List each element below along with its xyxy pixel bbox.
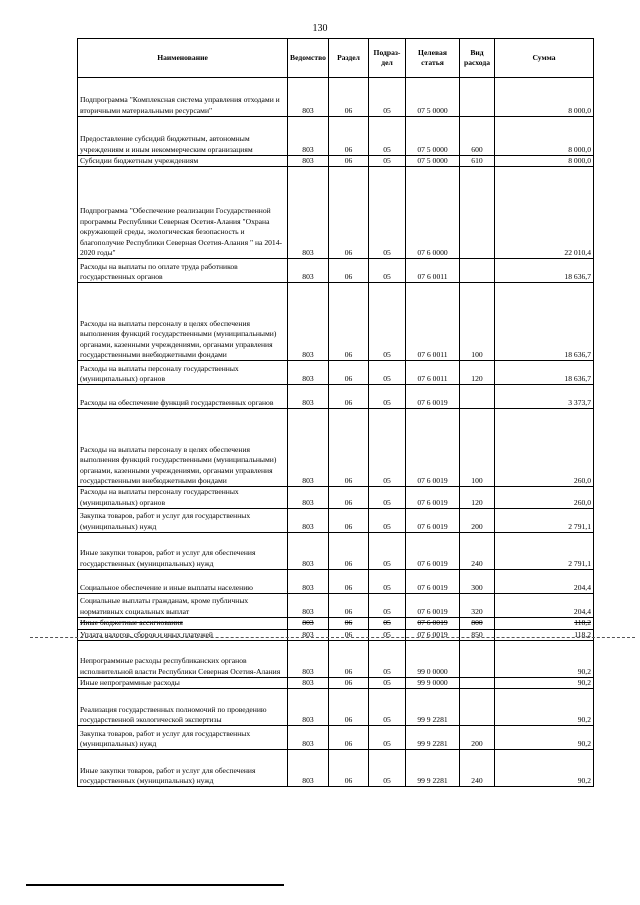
cell-dept: 803	[288, 167, 329, 259]
cell-amount: 8 000,0	[495, 156, 594, 167]
cell-target: 07 5 0000	[406, 78, 460, 117]
strike-line	[30, 637, 635, 638]
cell-amount: 90,2	[495, 750, 594, 787]
cell-sec: 06	[329, 117, 369, 156]
cell-sec: 06	[329, 533, 369, 570]
header-target: Целевая статья	[406, 39, 460, 78]
cell-type: 120	[460, 487, 495, 509]
cell-name: Социальные выплаты гражданам, кроме публичных нормативных социальных выплат	[78, 594, 288, 618]
cell-sec: 06	[329, 641, 369, 678]
cell-amount: 90,2	[495, 641, 594, 678]
table-row	[78, 167, 594, 259]
cell-dept: 803	[288, 509, 329, 533]
cell-sub: 05	[369, 259, 406, 283]
cell-type	[460, 689, 495, 726]
cell-type: 200	[460, 509, 495, 533]
cell-type: 300	[460, 570, 495, 594]
cell-type: 800	[460, 618, 495, 629]
cell-type: 850	[460, 629, 495, 640]
cell-type	[460, 167, 495, 259]
cell-sec: 06	[329, 726, 369, 750]
footer-rule	[26, 884, 284, 886]
table-row	[78, 641, 594, 678]
cell-amount: 118,2	[495, 629, 594, 640]
cell-dept: 803	[288, 117, 329, 156]
table-row	[78, 385, 594, 409]
cell-sub: 05	[369, 689, 406, 726]
cell-type	[460, 259, 495, 283]
cell-target: 07 5 0000	[406, 117, 460, 156]
cell-sec: 06	[329, 283, 369, 361]
header-section: Раздел	[329, 39, 369, 78]
cell-sec: 06	[329, 487, 369, 509]
cell-sec: 06	[329, 678, 369, 689]
cell-amount: 18 636,7	[495, 283, 594, 361]
cell-name: Иные бюджетные ассигнования	[78, 618, 288, 629]
budget-table	[77, 38, 594, 787]
cell-dept: 803	[288, 726, 329, 750]
cell-dept: 803	[288, 487, 329, 509]
cell-type: 320	[460, 594, 495, 618]
cell-sub: 05	[369, 570, 406, 594]
table-row	[78, 487, 594, 509]
cell-target: 07 6 0019	[406, 629, 460, 640]
cell-sub: 05	[369, 678, 406, 689]
cell-target: 07 6 0019	[406, 385, 460, 409]
table-row	[78, 689, 594, 726]
cell-dept: 803	[288, 629, 329, 640]
cell-sec: 06	[329, 689, 369, 726]
table-row	[78, 533, 594, 570]
table-row	[78, 618, 594, 629]
cell-target: 07 6 0019	[406, 618, 460, 629]
cell-sub: 05	[369, 533, 406, 570]
cell-type	[460, 641, 495, 678]
cell-sub: 05	[369, 78, 406, 117]
cell-name: Расходы на обеспечение функций государственных органов	[78, 385, 288, 409]
cell-type: 100	[460, 409, 495, 487]
table-row	[78, 156, 594, 167]
header-department: Ведомство	[288, 39, 329, 78]
cell-target: 07 6 0000	[406, 167, 460, 259]
cell-sec: 06	[329, 156, 369, 167]
cell-dept: 803	[288, 78, 329, 117]
cell-dept: 803	[288, 361, 329, 385]
table-row	[78, 726, 594, 750]
cell-sub: 05	[369, 641, 406, 678]
cell-name: Расходы на выплаты персоналу государственных (муниципальных) органов	[78, 361, 288, 385]
cell-sub: 05	[369, 726, 406, 750]
cell-sub: 05	[369, 509, 406, 533]
cell-name: Предоставление субсидий бюджетным, автономным учреждениям и иным некоммерческим организациям	[78, 117, 288, 156]
cell-target: 99 0 0000	[406, 641, 460, 678]
cell-amount: 8 000,0	[495, 78, 594, 117]
cell-type: 100	[460, 283, 495, 361]
cell-name: Уплата налогов, сборов и иных платежей	[78, 629, 288, 640]
cell-amount: 22 010,4	[495, 167, 594, 259]
cell-target: 99 9 2281	[406, 689, 460, 726]
cell-target: 07 6 0011	[406, 259, 460, 283]
cell-dept: 803	[288, 678, 329, 689]
header-amount: Сумма	[495, 39, 594, 78]
cell-type: 610	[460, 156, 495, 167]
cell-sec: 06	[329, 385, 369, 409]
cell-sub: 05	[369, 283, 406, 361]
cell-target: 07 6 0019	[406, 509, 460, 533]
cell-sub: 05	[369, 629, 406, 640]
cell-name: Расходы на выплаты по оплате труда работников государственных органов	[78, 259, 288, 283]
cell-target: 07 6 0019	[406, 533, 460, 570]
cell-sub: 05	[369, 361, 406, 385]
cell-amount: 18 636,7	[495, 361, 594, 385]
cell-name: Иные закупки товаров, работ и услуг для обеспечения государственных (муниципальных) нужд	[78, 533, 288, 570]
cell-sec: 06	[329, 629, 369, 640]
cell-sec: 06	[329, 750, 369, 787]
table-row	[78, 409, 594, 487]
cell-amount: 8 000,0	[495, 117, 594, 156]
cell-type: 600	[460, 117, 495, 156]
cell-sub: 05	[369, 167, 406, 259]
cell-sub: 05	[369, 594, 406, 618]
cell-amount: 260,0	[495, 487, 594, 509]
cell-dept: 803	[288, 641, 329, 678]
cell-target: 07 6 0019	[406, 570, 460, 594]
cell-name: Социальное обеспечение и иные выплаты населению	[78, 570, 288, 594]
cell-type	[460, 78, 495, 117]
cell-sec: 06	[329, 78, 369, 117]
cell-sec: 06	[329, 167, 369, 259]
cell-amount: 2 791,1	[495, 533, 594, 570]
cell-sub: 05	[369, 385, 406, 409]
cell-name: Расходы на выплаты персоналу в целях обеспечения выполнения функций государственными (муниципальными) органами, казенными учреждениями, органами управления государственными внебюджетными фондами	[78, 283, 288, 361]
cell-dept: 803	[288, 618, 329, 629]
table-row	[78, 259, 594, 283]
cell-type	[460, 678, 495, 689]
cell-amount: 90,2	[495, 689, 594, 726]
cell-sec: 06	[329, 259, 369, 283]
table-header-row	[78, 39, 594, 78]
cell-dept: 803	[288, 533, 329, 570]
cell-amount: 3 373,7	[495, 385, 594, 409]
cell-target: 07 6 0019	[406, 409, 460, 487]
cell-amount: 204,4	[495, 594, 594, 618]
cell-dept: 803	[288, 594, 329, 618]
cell-name: Иные непрограммные расходы	[78, 678, 288, 689]
cell-name: Субсидии бюджетным учреждениям	[78, 156, 288, 167]
cell-sec: 06	[329, 361, 369, 385]
cell-sec: 06	[329, 594, 369, 618]
cell-target: 07 6 0019	[406, 594, 460, 618]
cell-type: 240	[460, 533, 495, 570]
cell-target: 07 6 0019	[406, 487, 460, 509]
cell-sub: 05	[369, 409, 406, 487]
cell-target: 07 6 0011	[406, 283, 460, 361]
cell-sub: 05	[369, 156, 406, 167]
cell-dept: 803	[288, 409, 329, 487]
cell-dept: 803	[288, 750, 329, 787]
cell-name: Расходы на выплаты персоналу в целях обеспечения выполнения функций государственными (муниципальными) органами, казенными учреждениями, органами управления государственными внебюджетными фондами	[78, 409, 288, 487]
cell-amount: 204,4	[495, 570, 594, 594]
cell-sub: 05	[369, 487, 406, 509]
table-row	[78, 361, 594, 385]
cell-target: 99 9 2281	[406, 726, 460, 750]
header-subsection: Подраз-дел	[369, 39, 406, 78]
cell-dept: 803	[288, 259, 329, 283]
cell-target: 07 5 0000	[406, 156, 460, 167]
cell-name: Непрограммные расходы республиканских органов исполнительной власти Республики Северная Осетия-Алания	[78, 641, 288, 678]
cell-name: Реализация государственных полномочий по проведению государственной экологической экспертизы	[78, 689, 288, 726]
cell-type: 120	[460, 361, 495, 385]
cell-name: Закупка товаров, работ и услуг для государственных (муниципальных) нужд	[78, 726, 288, 750]
cell-amount: 118,2	[495, 618, 594, 629]
table-row	[78, 283, 594, 361]
cell-sub: 05	[369, 750, 406, 787]
cell-name: Подпрограмма "Комплексная система управления отходами и вторичными материальными ресурсами"	[78, 78, 288, 117]
cell-amount: 90,2	[495, 726, 594, 750]
cell-dept: 803	[288, 385, 329, 409]
cell-dept: 803	[288, 570, 329, 594]
cell-sec: 06	[329, 618, 369, 629]
table-row	[78, 509, 594, 533]
header-exp-type: Вид расхода	[460, 39, 495, 78]
header-name: Наименование	[78, 39, 288, 78]
cell-amount: 2 791,1	[495, 509, 594, 533]
cell-name: Подпрограмма "Обеспечение реализации Государственной программы Республики Северная Осетия-Алания "Охрана окружающей среды, экологическая безопасность и благополучие Республики Северная Осетия-Алания " на 2014-2020 годы"	[78, 167, 288, 259]
page-number: 130	[312, 23, 328, 34]
table-row	[78, 629, 594, 640]
table-row	[78, 678, 594, 689]
cell-type: 240	[460, 750, 495, 787]
table-row	[78, 750, 594, 787]
cell-amount: 260,0	[495, 409, 594, 487]
cell-sub: 05	[369, 117, 406, 156]
cell-target: 99 9 2281	[406, 750, 460, 787]
cell-sec: 06	[329, 509, 369, 533]
cell-type: 200	[460, 726, 495, 750]
cell-dept: 803	[288, 156, 329, 167]
cell-sub: 05	[369, 618, 406, 629]
cell-amount: 18 636,7	[495, 259, 594, 283]
cell-name: Иные закупки товаров, работ и услуг для обеспечения государственных (муниципальных) нужд	[78, 750, 288, 787]
table-row	[78, 594, 594, 618]
cell-target: 99 9 0000	[406, 678, 460, 689]
table-row	[78, 117, 594, 156]
cell-type	[460, 385, 495, 409]
cell-sec: 06	[329, 409, 369, 487]
cell-name: Расходы на выплаты персоналу государственных (муниципальных) органов	[78, 487, 288, 509]
table-row	[78, 78, 594, 117]
cell-name: Закупка товаров, работ и услуг для государственных (муниципальных) нужд	[78, 509, 288, 533]
cell-sec: 06	[329, 570, 369, 594]
cell-target: 07 6 0011	[406, 361, 460, 385]
cell-amount: 90,2	[495, 678, 594, 689]
cell-dept: 803	[288, 689, 329, 726]
table-row	[78, 570, 594, 594]
cell-dept: 803	[288, 283, 329, 361]
